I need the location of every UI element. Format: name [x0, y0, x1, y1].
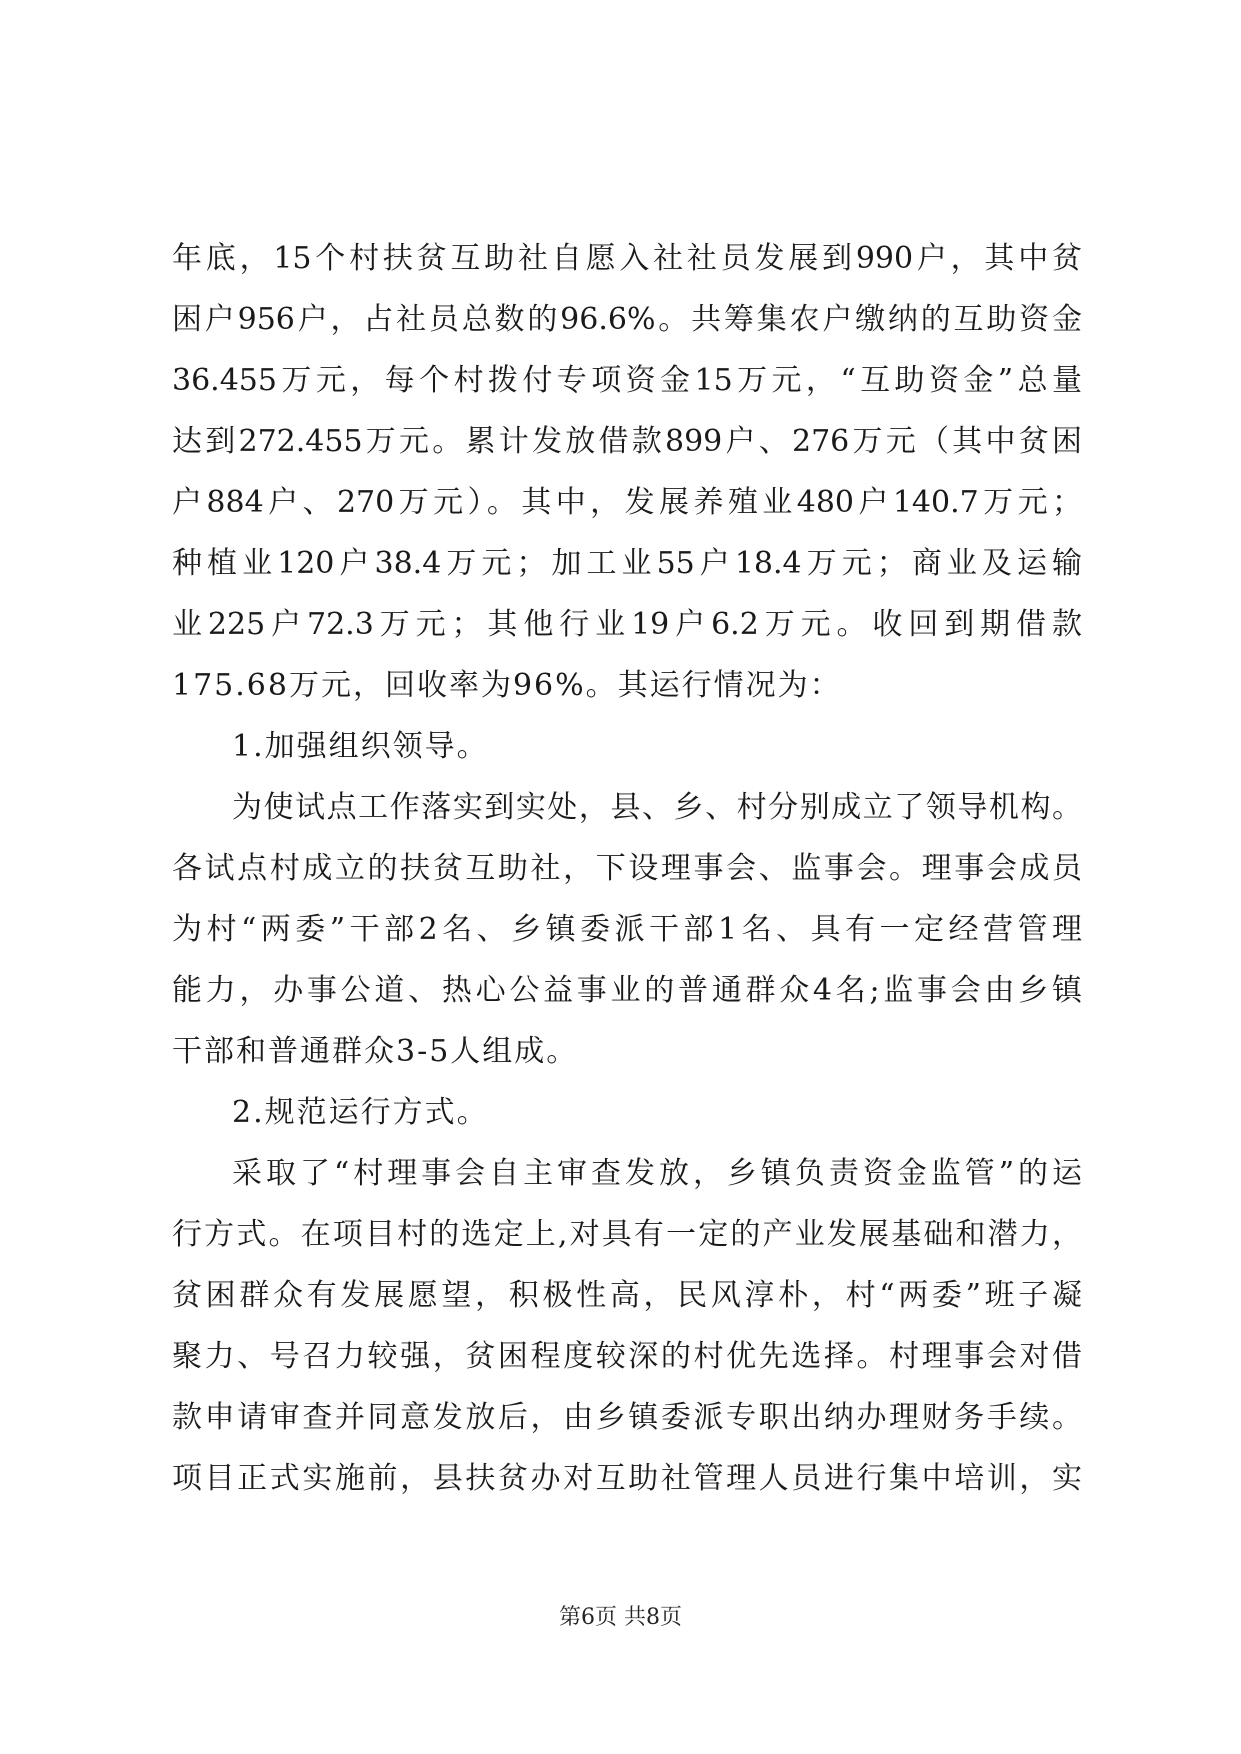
text-line: 困户956户，占社员总数的96.6%。共筹集农户缴纳的互助资金 [172, 302, 1082, 337]
text-line: 贫困群众有发展愿望，积极性高，民风淳朴，村“两委”班子凝 [172, 1278, 1082, 1313]
text-line: 户884户、270万元）。其中，发展养殖业480户140.7万元； [172, 485, 1082, 520]
text-line: 干部和普通群众3-5人组成。 [172, 1034, 579, 1069]
text-line: 各试点村成立的扶贫互助社，下设理事会、监事会。理事会成员 [172, 851, 1082, 886]
text-line: 聚力、号召力较强，贫困程度较深的村优先选择。村理事会对借 [172, 1339, 1082, 1374]
text-line: 款申请审查并同意发放后，由乡镇委派专职出纳办理财务手续。 [172, 1400, 1082, 1435]
text-line: 种植业120户38.4万元；加工业55户18.4万元；商业及运输 [172, 546, 1082, 581]
text-line: 业225户72.3万元；其他行业19户6.2万元。收回到期借款 [172, 607, 1082, 642]
text-line: 项目正式实施前，县扶贫办对互助社管理人员进行集中培训，实 [172, 1461, 1082, 1496]
body-text [172, 228, 1082, 1509]
page-footer: 第6页 共8页 [559, 1605, 682, 1630]
text-line: 36.455万元，每个村拨付专项资金15万元，“互助资金”总量 [172, 363, 1082, 398]
section-heading: 1.加强组织领导。 [232, 729, 489, 764]
text-line: 采取了“村理事会自主审查发放，乡镇负责资金监管”的运 [232, 1156, 1082, 1191]
text-line: 为村“两委”干部2名、乡镇委派干部1名、具有一定经营管理 [172, 912, 1082, 947]
text-line: 达到272.455万元。累计发放借款899户、276万元（其中贫困 [172, 424, 1082, 459]
text-line: 175.68万元，回收率为96%。其运行情况为： [172, 668, 842, 703]
text-line: 能力，办事公道、热心公益事业的普通群众4名;监事会由乡镇 [172, 973, 1082, 1008]
text-line: 行方式。在项目村的选定上,对具有一定的产业发展基础和潜力， [172, 1217, 1082, 1252]
text-line: 年底，15个村扶贫互助社自愿入社社员发展到990户，其中贫 [172, 241, 1082, 276]
section-heading: 2.规范运行方式。 [232, 1095, 489, 1130]
text-line: 为使试点工作落实到实处，县、乡、村分别成立了领导机构。 [232, 790, 1082, 825]
